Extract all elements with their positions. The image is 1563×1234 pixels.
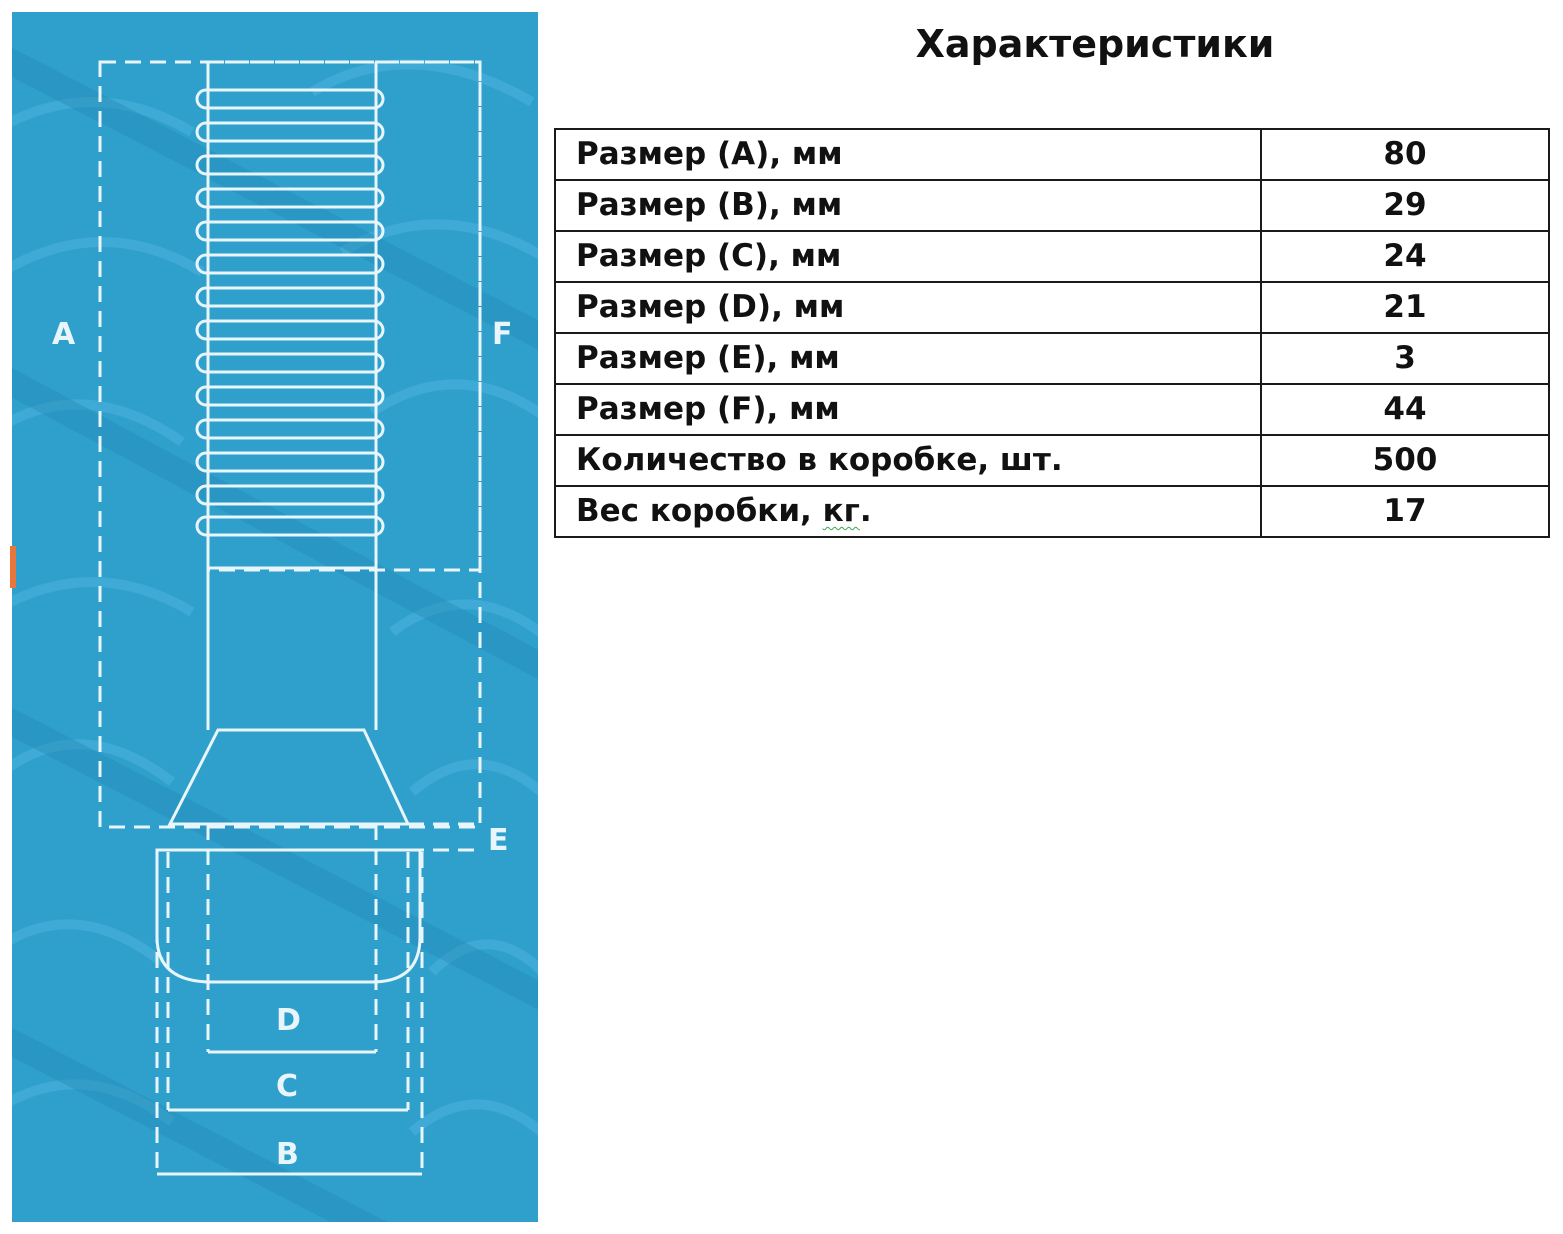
spec-value: 17 bbox=[1261, 486, 1549, 537]
label-f: F bbox=[492, 317, 513, 352]
table-row bbox=[555, 384, 1549, 435]
background-texture bbox=[12, 64, 538, 1142]
dowel-drawing bbox=[12, 12, 538, 1222]
spec-label: Размер (B), мм bbox=[555, 180, 1261, 231]
spec-label: Размер (D), мм bbox=[555, 282, 1261, 333]
dowel-shaft bbox=[208, 62, 376, 730]
label-c: C bbox=[276, 1069, 299, 1104]
label-e: E bbox=[488, 823, 509, 858]
spec-label: Размер (F), мм bbox=[555, 384, 1261, 435]
spec-label: Размер (E), мм bbox=[555, 333, 1261, 384]
spec-label-underlined: кг bbox=[822, 493, 860, 529]
table-row bbox=[555, 333, 1549, 384]
spec-label: Количество в коробке, шт. bbox=[555, 435, 1261, 486]
dimension-a-frame bbox=[100, 62, 480, 827]
edge-marker bbox=[10, 546, 16, 588]
dowel-ribs bbox=[197, 90, 383, 535]
dimension-diagram bbox=[12, 12, 538, 1222]
spec-value: 24 bbox=[1261, 231, 1549, 282]
spec-value: 3 bbox=[1261, 333, 1549, 384]
table-row bbox=[555, 435, 1549, 486]
dimension-f-frame bbox=[208, 62, 480, 570]
label-b: B bbox=[276, 1137, 299, 1172]
spec-value: 29 bbox=[1261, 180, 1549, 231]
spec-label-prefix: Вес коробки, bbox=[576, 493, 823, 529]
table-row bbox=[555, 180, 1549, 231]
spec-label: Размер (A), мм bbox=[555, 129, 1261, 180]
spec-value: 80 bbox=[1261, 129, 1549, 180]
spec-label bbox=[555, 486, 1261, 537]
table-row bbox=[555, 486, 1549, 537]
table-row bbox=[555, 282, 1549, 333]
spec-label-suffix: . bbox=[859, 493, 872, 529]
spec-table bbox=[554, 128, 1550, 538]
table-row bbox=[555, 231, 1549, 282]
spec-value: 21 bbox=[1261, 282, 1549, 333]
spec-label: Размер (C), мм bbox=[555, 231, 1261, 282]
spec-value: 44 bbox=[1261, 384, 1549, 435]
table-row bbox=[555, 129, 1549, 180]
label-d: D bbox=[276, 1003, 301, 1038]
page-title: Характеристики bbox=[915, 22, 1275, 66]
label-a: A bbox=[52, 317, 76, 352]
spec-value: 500 bbox=[1261, 435, 1549, 486]
